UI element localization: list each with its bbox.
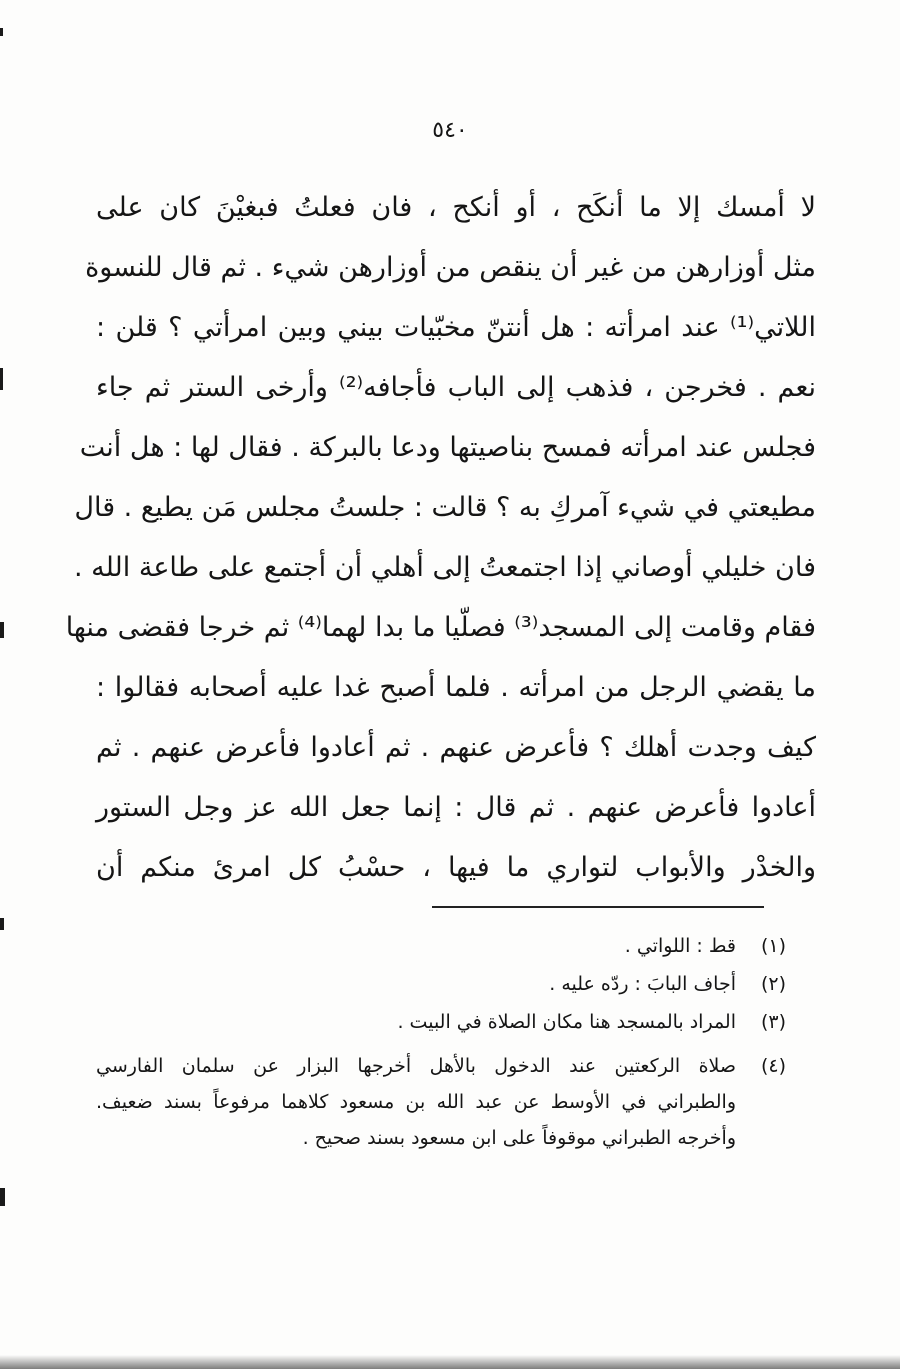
footnote-text: المراد بالمسجد هنا مكان الصلاة في البيت .	[397, 1011, 736, 1033]
text-line: نعم . فخرجن ، فذهب إلى الباب فأجافه⁽²⁾ وأرخى الستر ثم جاء	[96, 372, 816, 403]
text-line: والخدْر والأبواب لتواري ما فيها ، حسْبُ كل امرئ منكم أن	[96, 852, 816, 883]
footnote-separator	[432, 906, 764, 908]
text-line: مطيعتي في شيء آمركِ به ؟ قالت : جلستُ مجلس مَن يطيع . قال	[74, 492, 816, 523]
footnote	[96, 928, 786, 964]
footnote	[96, 1048, 786, 1156]
text-line: فان خليلي أوصاني إذا اجتمعتُ إلى أهلي أن أجتمع على طاعة الله .	[73, 552, 816, 583]
text-line: لا أمسك إلا ما أنكَح ، أو أنكح ، فان فعلتُ فبغيْنَ كان على	[96, 192, 816, 223]
main-text-block	[65, 178, 816, 898]
scan-margin-mark	[0, 918, 4, 930]
scan-margin-mark	[0, 1188, 5, 1206]
text-line: فقام وقامت إلى المسجد⁽³⁾ فصلّيا ما بدا لهما⁽⁴⁾ ثم خرجا فقضى منها	[65, 612, 816, 643]
scan-margin-mark	[0, 622, 4, 638]
text-line: فجلس عند امرأته فمسح بناصيتها ودعا بالبركة . فقال لها : هل أنت	[79, 432, 816, 463]
footnote	[96, 966, 786, 1002]
scan-margin-mark	[0, 28, 3, 36]
text-line: اللاتي⁽¹⁾ عند امرأته : هل أنتنّ مخبّيات بيني وبين امرأتي ؟ قلن :	[96, 312, 816, 343]
scan-margin-mark	[0, 368, 3, 390]
text-line: مثل أوزارهن من غير أن ينقص من أوزارهن شيء . ثم قال للنسوة	[85, 252, 816, 283]
footnote-marker: (٣)	[760, 1011, 786, 1033]
footnotes-list	[96, 928, 786, 1156]
footnote-marker: (١)	[760, 935, 786, 957]
footnote	[96, 1004, 786, 1040]
footnote-text: وأخرجه الطبراني موقوفاً على ابن مسعود بسند صحيح .	[302, 1127, 736, 1149]
text-line: ما يقضي الرجل من امرأته . فلما أصبح غدا عليه أصحابه فقالوا :	[96, 672, 816, 703]
footnote-text: قط : اللواتي .	[624, 935, 736, 957]
footnote-marker: (٤)	[760, 1055, 786, 1077]
footnote-text: أجاف البابَ : ردّه عليه .	[549, 973, 736, 995]
footnote-text: والطبراني في الأوسط عن عبد الله بن مسعود كلاهما مرفوعاً بسند ضعيف.	[96, 1091, 736, 1113]
text-line: أعادوا فأعرض عنهم . ثم قال : إنما جعل الله عز وجل الستور	[96, 792, 816, 823]
scan-bottom-edge	[0, 1355, 900, 1369]
page-number: ٥٤٠	[432, 118, 468, 143]
footnote-text: صلاة الركعتين عند الدخول بالأهل أخرجها البزار عن سلمان الفارسي	[96, 1055, 736, 1077]
footnote-marker: (٢)	[760, 973, 786, 995]
text-line: كيف وجدت أهلك ؟ فأعرض عنهم . ثم أعادوا فأعرض عنهم . ثم	[96, 732, 816, 763]
